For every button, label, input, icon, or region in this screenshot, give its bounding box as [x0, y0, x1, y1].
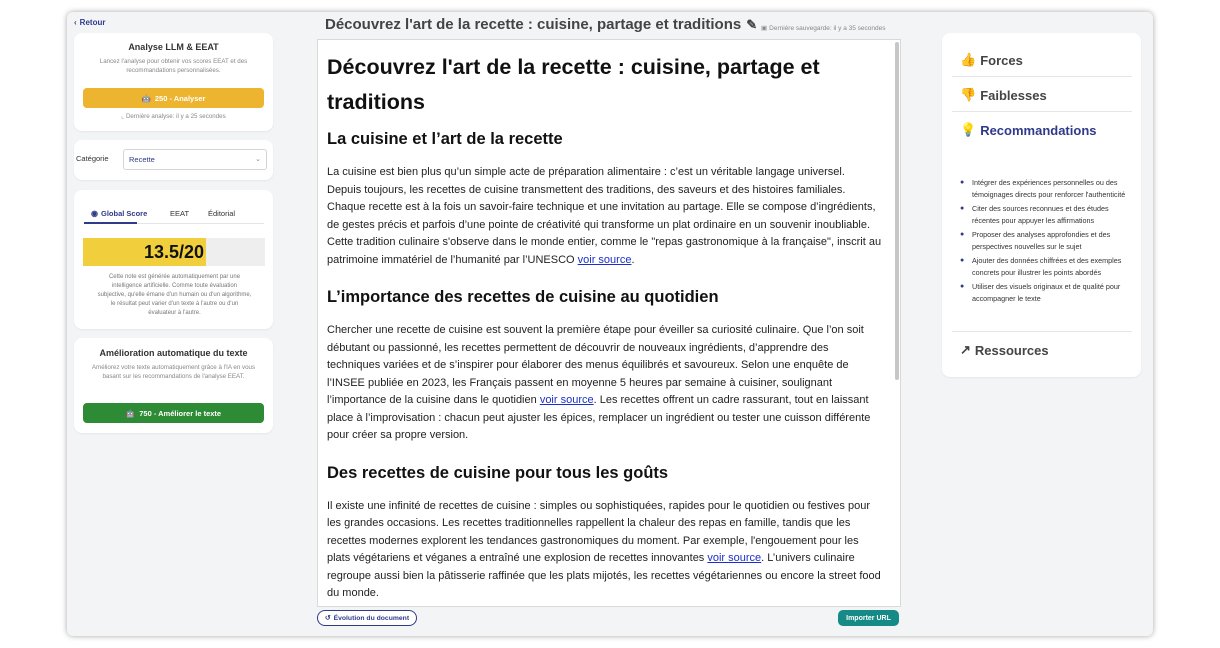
recommendation-text: Proposer des analyses approfondies et des perspectives nouvelles sur le sujet [972, 230, 1111, 251]
recommendation-item [960, 177, 1132, 201]
improve-description: Améliorez votre texte automatiquement grâce à l'IA en vous basant sur les recommandations de l'analyse EEAT. [91, 364, 256, 380]
document-title[interactable] [325, 16, 757, 33]
document-editor[interactable] [317, 39, 901, 607]
tab-editorial[interactable]: Éditorial [208, 209, 236, 218]
tab-global-score[interactable] [91, 209, 147, 218]
last-analysis-text: Dernière analyse: il y a 25 secondes [125, 113, 226, 120]
recommendation-text: Utiliser des visuels originaux et de qualité pour accompagner le texte [972, 282, 1121, 303]
lightbulb-icon: 💡 [960, 122, 977, 137]
chevron-down-icon: ⌄ [255, 156, 261, 163]
last-save-status [761, 24, 886, 32]
source-link[interactable]: voir source [577, 253, 632, 266]
section-heading: Des recettes de cuisine pour tous les goûts [327, 463, 669, 482]
category-value: Recette [129, 155, 155, 164]
forces-section[interactable] [960, 52, 1023, 68]
section-paragraph [327, 322, 882, 445]
score-tabs [84, 209, 264, 223]
category-label: Catégorie [76, 154, 109, 163]
ressources-section[interactable] [960, 342, 1049, 358]
recommendation-text: Ajouter des données chiffrées et des exemples concrets pour illustrer les points abordés [972, 256, 1122, 277]
source-link[interactable]: voir source [539, 394, 594, 406]
recommendation-item [960, 229, 1132, 253]
app-window [67, 12, 1153, 636]
recommendation-text: Citer des sources reconnues et des études récentes pour appuyer les affirmations [972, 204, 1109, 225]
analysis-description: Lancez l'analyse pour obtenir vos scores EEAT et des recommandations personnalisées. [99, 58, 248, 74]
recommandations-section[interactable] [960, 122, 1097, 138]
paragraph-text: La cuisine est bien plus qu’un simple acte de préparation alimentaire : c’est un véritable langage universel. Depuis toujours, les recettes de cuisine transmettent des traditions, des saveurs et des histoires familiales. Chaque recette est à la fois un savoir-faire technique et une invitation au partage. Elle se compose d’ingrédients, de gestes précis et parfois d’une pointe de créativité qui transforme un plat ordinaire en un souvenir inoubliable. Cette tradition culinaire s'observe dans le monde entier, comme le "repas gastronomique à la française", inscrit au patrimoine immatériel de l’humanité par l’UNESCO [327, 166, 882, 266]
lightbulb-icon: ● [960, 179, 965, 186]
analyze-button-label: 250 - Analyser [154, 93, 206, 103]
score-value: 13.5/20 [143, 242, 205, 262]
paragraph-text-end: . Les recettes offrent un cadre rassurant, tout en laissant place à l’improvisation : chacun peut ajuster les épices, remplacer un ingrédient ou tester une cuisson différente pour créer sa propre version. [327, 394, 871, 441]
category-select[interactable] [123, 149, 267, 170]
thumbs-up-icon: 👍 [960, 52, 977, 67]
tab-global-score-label: Global Score [100, 209, 148, 218]
external-link-icon: ↗ [960, 342, 971, 357]
lightbulb-icon: ● [960, 257, 965, 264]
robot-icon: 🤖 [125, 408, 136, 418]
target-icon: ◉ [91, 209, 98, 218]
divider [952, 111, 1132, 112]
lightbulb-icon: ● [960, 231, 965, 238]
history-button-label: Évolution du document [333, 614, 410, 622]
recommendation-text: Intégrer des expériences personnelles ou des témoignages directs pour renforcer l'authenticité [972, 178, 1126, 199]
back-link[interactable] [74, 18, 105, 27]
improve-card [74, 338, 273, 433]
faiblesses-label: Faiblesses [980, 87, 1047, 103]
document-title-text: Découvrez l'art de la recette : cuisine, partage et traditions [325, 16, 742, 33]
improve-button[interactable] [83, 403, 264, 423]
editor-content[interactable] [327, 50, 882, 607]
recommandations-label: Recommandations [980, 122, 1097, 138]
improve-title: Amélioration automatique du texte [99, 348, 248, 358]
paragraph-text-end: . L’univers culinaire regroupe aussi bien la pâtisserie raffinée que les plats mijotés, les recettes végétariennes ou encore la street food du monde. [327, 552, 881, 599]
last-analysis [74, 113, 273, 120]
recommendation-item [960, 203, 1132, 227]
source-link[interactable]: voir source [707, 552, 762, 564]
insights-panel [942, 33, 1141, 377]
analysis-title: Analyse LLM & EEAT [128, 42, 219, 52]
import-url-button[interactable]: Importer URL [838, 610, 899, 626]
analyze-button[interactable] [83, 88, 264, 108]
active-tab-indicator [84, 222, 137, 224]
lightbulb-icon: ● [960, 283, 965, 290]
paragraph-text-end: . [631, 253, 635, 266]
analysis-card [74, 33, 273, 131]
history-icon: ↺ [324, 615, 331, 622]
improve-button-label: 750 - Améliorer le texte [139, 408, 222, 418]
thumbs-down-icon: 👎 [960, 87, 977, 102]
lightbulb-icon: ● [960, 205, 965, 212]
editor-scrollbar[interactable] [895, 42, 899, 380]
score-disclaimer: Cette note est générée automatiquement par une intelligence artificielle. Comme toute évaluation subjective, qu'elle émane d'un humain ou d'un algorithme, le résultat peut varier d'un texte à l'autre ou d'un évaluateur à l'autre. [97, 274, 252, 316]
section-paragraph [327, 164, 882, 269]
save-icon: ▣ [761, 25, 768, 32]
recommendations-list [960, 177, 1132, 307]
recommendation-item [960, 255, 1132, 279]
robot-icon: 🤖 [141, 93, 151, 103]
pencil-icon[interactable]: ✎ [746, 16, 758, 32]
faiblesses-section[interactable] [960, 87, 1047, 103]
section-heading: L’importance des recettes de cuisine au quotidien [327, 288, 719, 306]
paragraph-text: Chercher une recette de cuisine est souvent la première étape pour éveiller sa curiosité culinaire. Que l’on soit débutant ou passionné, les recettes permettent de découvrir de nouveaux ingrédients, d’apprendre des techniques variées et de s’inspirer pour élaborer des menus équilibrés et savoureux. Selon une enquête de l’INSEE publiée en 2023, les Français passent en moyenne 5 heures par semaine à cuisiner, soulignant l’importance de la cuisine dans le quotidien [327, 324, 864, 406]
document-h1: Découvrez l'art de la recette : cuisine, partage et traditions [327, 55, 820, 114]
divider [952, 331, 1132, 332]
forces-label: Forces [980, 52, 1023, 68]
recommendation-item [960, 281, 1132, 305]
chevron-left-icon: ‹ [74, 18, 77, 27]
divider [952, 76, 1132, 77]
chart-icon: ⌞ [121, 113, 125, 120]
history-button[interactable] [317, 610, 417, 626]
score-bar [83, 238, 265, 266]
section-heading: La cuisine et l’art de la recette [327, 130, 563, 148]
last-save-text: Dernière sauvegarde: il y a 35 secondes [769, 24, 886, 32]
section-paragraph [327, 498, 882, 603]
back-label: Retour [79, 18, 106, 27]
ressources-label: Ressources [974, 342, 1049, 358]
paragraph-text: Il existe une infinité de recettes de cuisine : simples ou sophistiquées, rapides pour le quotidien ou festives pour les grandes occasions. Les recettes traditionnelles rappellent la chaleur des repas en famille, tandis que les recettes modernes explorent les tendances gastronomiques du moment. Par exemple, l'engouement pour les plats végétariens et véganes a entraîné une explosion de recettes innovantes [327, 499, 870, 564]
tab-eeat[interactable]: EEAT [170, 209, 190, 218]
